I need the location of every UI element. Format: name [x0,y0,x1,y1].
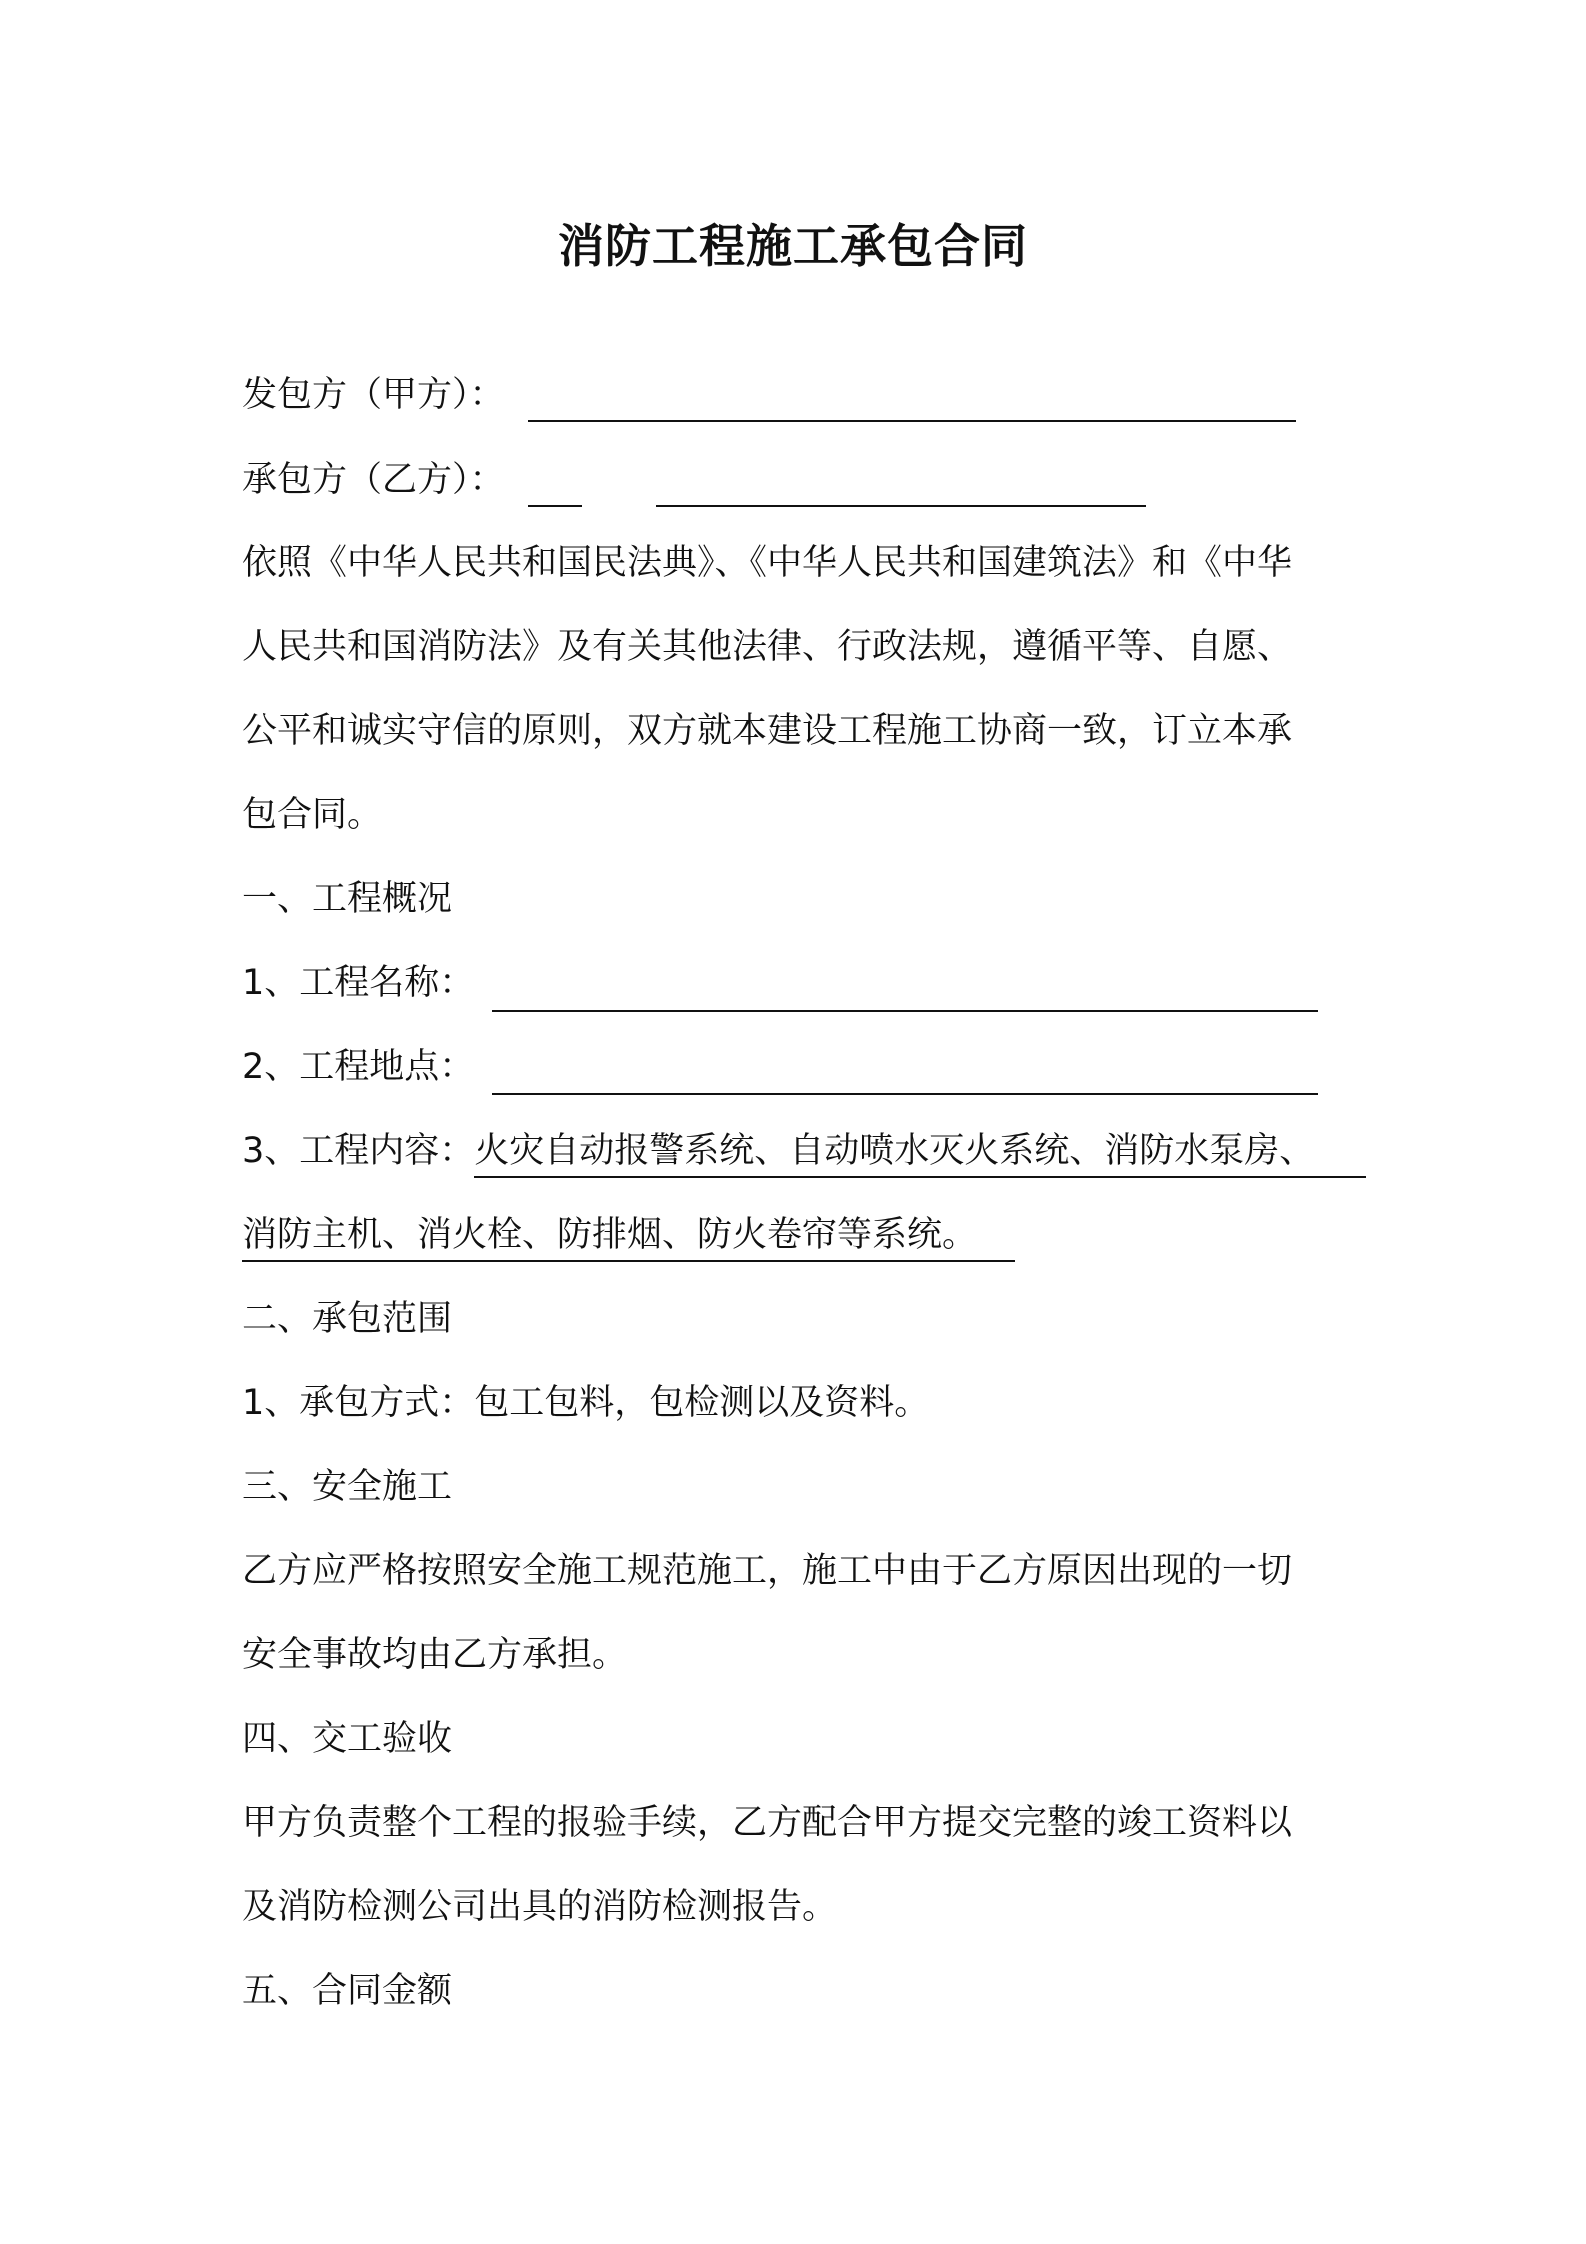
project-content-label: 3、工程内容： [242,1131,475,1171]
section-heading: 四、交工验收 [242,1719,453,1759]
party-a-blank [528,420,1296,422]
project-location-blank [492,1093,1318,1095]
party-b-blank-short [528,505,582,507]
intro-line: 包合同。 [242,795,383,835]
contract-mode: 1、承包方式：包工包料，包检测以及资料。 [242,1383,930,1423]
intro-line: 公平和诚实守信的原则，双方就本建设工程施工协商一致，订立本承 [242,711,1293,751]
project-content-value: 火灾自动报警系统、自动喷水灭火系统、消防水泵房、 [474,1126,1366,1178]
section-heading: 一、工程概况 [242,879,453,919]
party-b-label: 承包方（乙方）： [242,460,505,500]
section-heading: 五、合同金额 [242,1971,453,2011]
paragraph-line: 甲方负责整个工程的报验手续，乙方配合甲方提交完整的竣工资料以 [242,1803,1293,1843]
section-heading: 二、承包范围 [242,1299,453,1339]
party-b-blank [656,505,1146,507]
section-heading: 三、安全施工 [242,1467,453,1507]
paragraph-line: 及消防检测公司出具的消防检测报告。 [242,1887,838,1927]
intro-line: 依照《中华人民共和国民法典》、《中华人民共和国建筑法》和《中华 [242,543,1293,583]
project-content-row [242,1210,1015,1260]
project-content-value: 消防主机、消火栓、防排烟、防火卷帘等系统。 [242,1210,1015,1262]
paragraph-line: 安全事故均由乙方承担。 [242,1635,628,1675]
party-a-label: 发包方（甲方）： [242,375,505,415]
project-name-blank [492,1010,1318,1012]
paragraph-line: 乙方应严格按照安全施工规范施工，施工中由于乙方原因出现的一切 [242,1551,1293,1591]
project-name-label: 1、工程名称： [242,963,475,1003]
document-title: 消防工程施工承包合同 [558,219,1028,273]
project-content-row [242,1126,1366,1176]
intro-line: 人民共和国消防法》及有关其他法律、行政法规，遵循平等、自愿、 [242,627,1293,667]
project-location-label: 2、工程地点： [242,1047,475,1087]
